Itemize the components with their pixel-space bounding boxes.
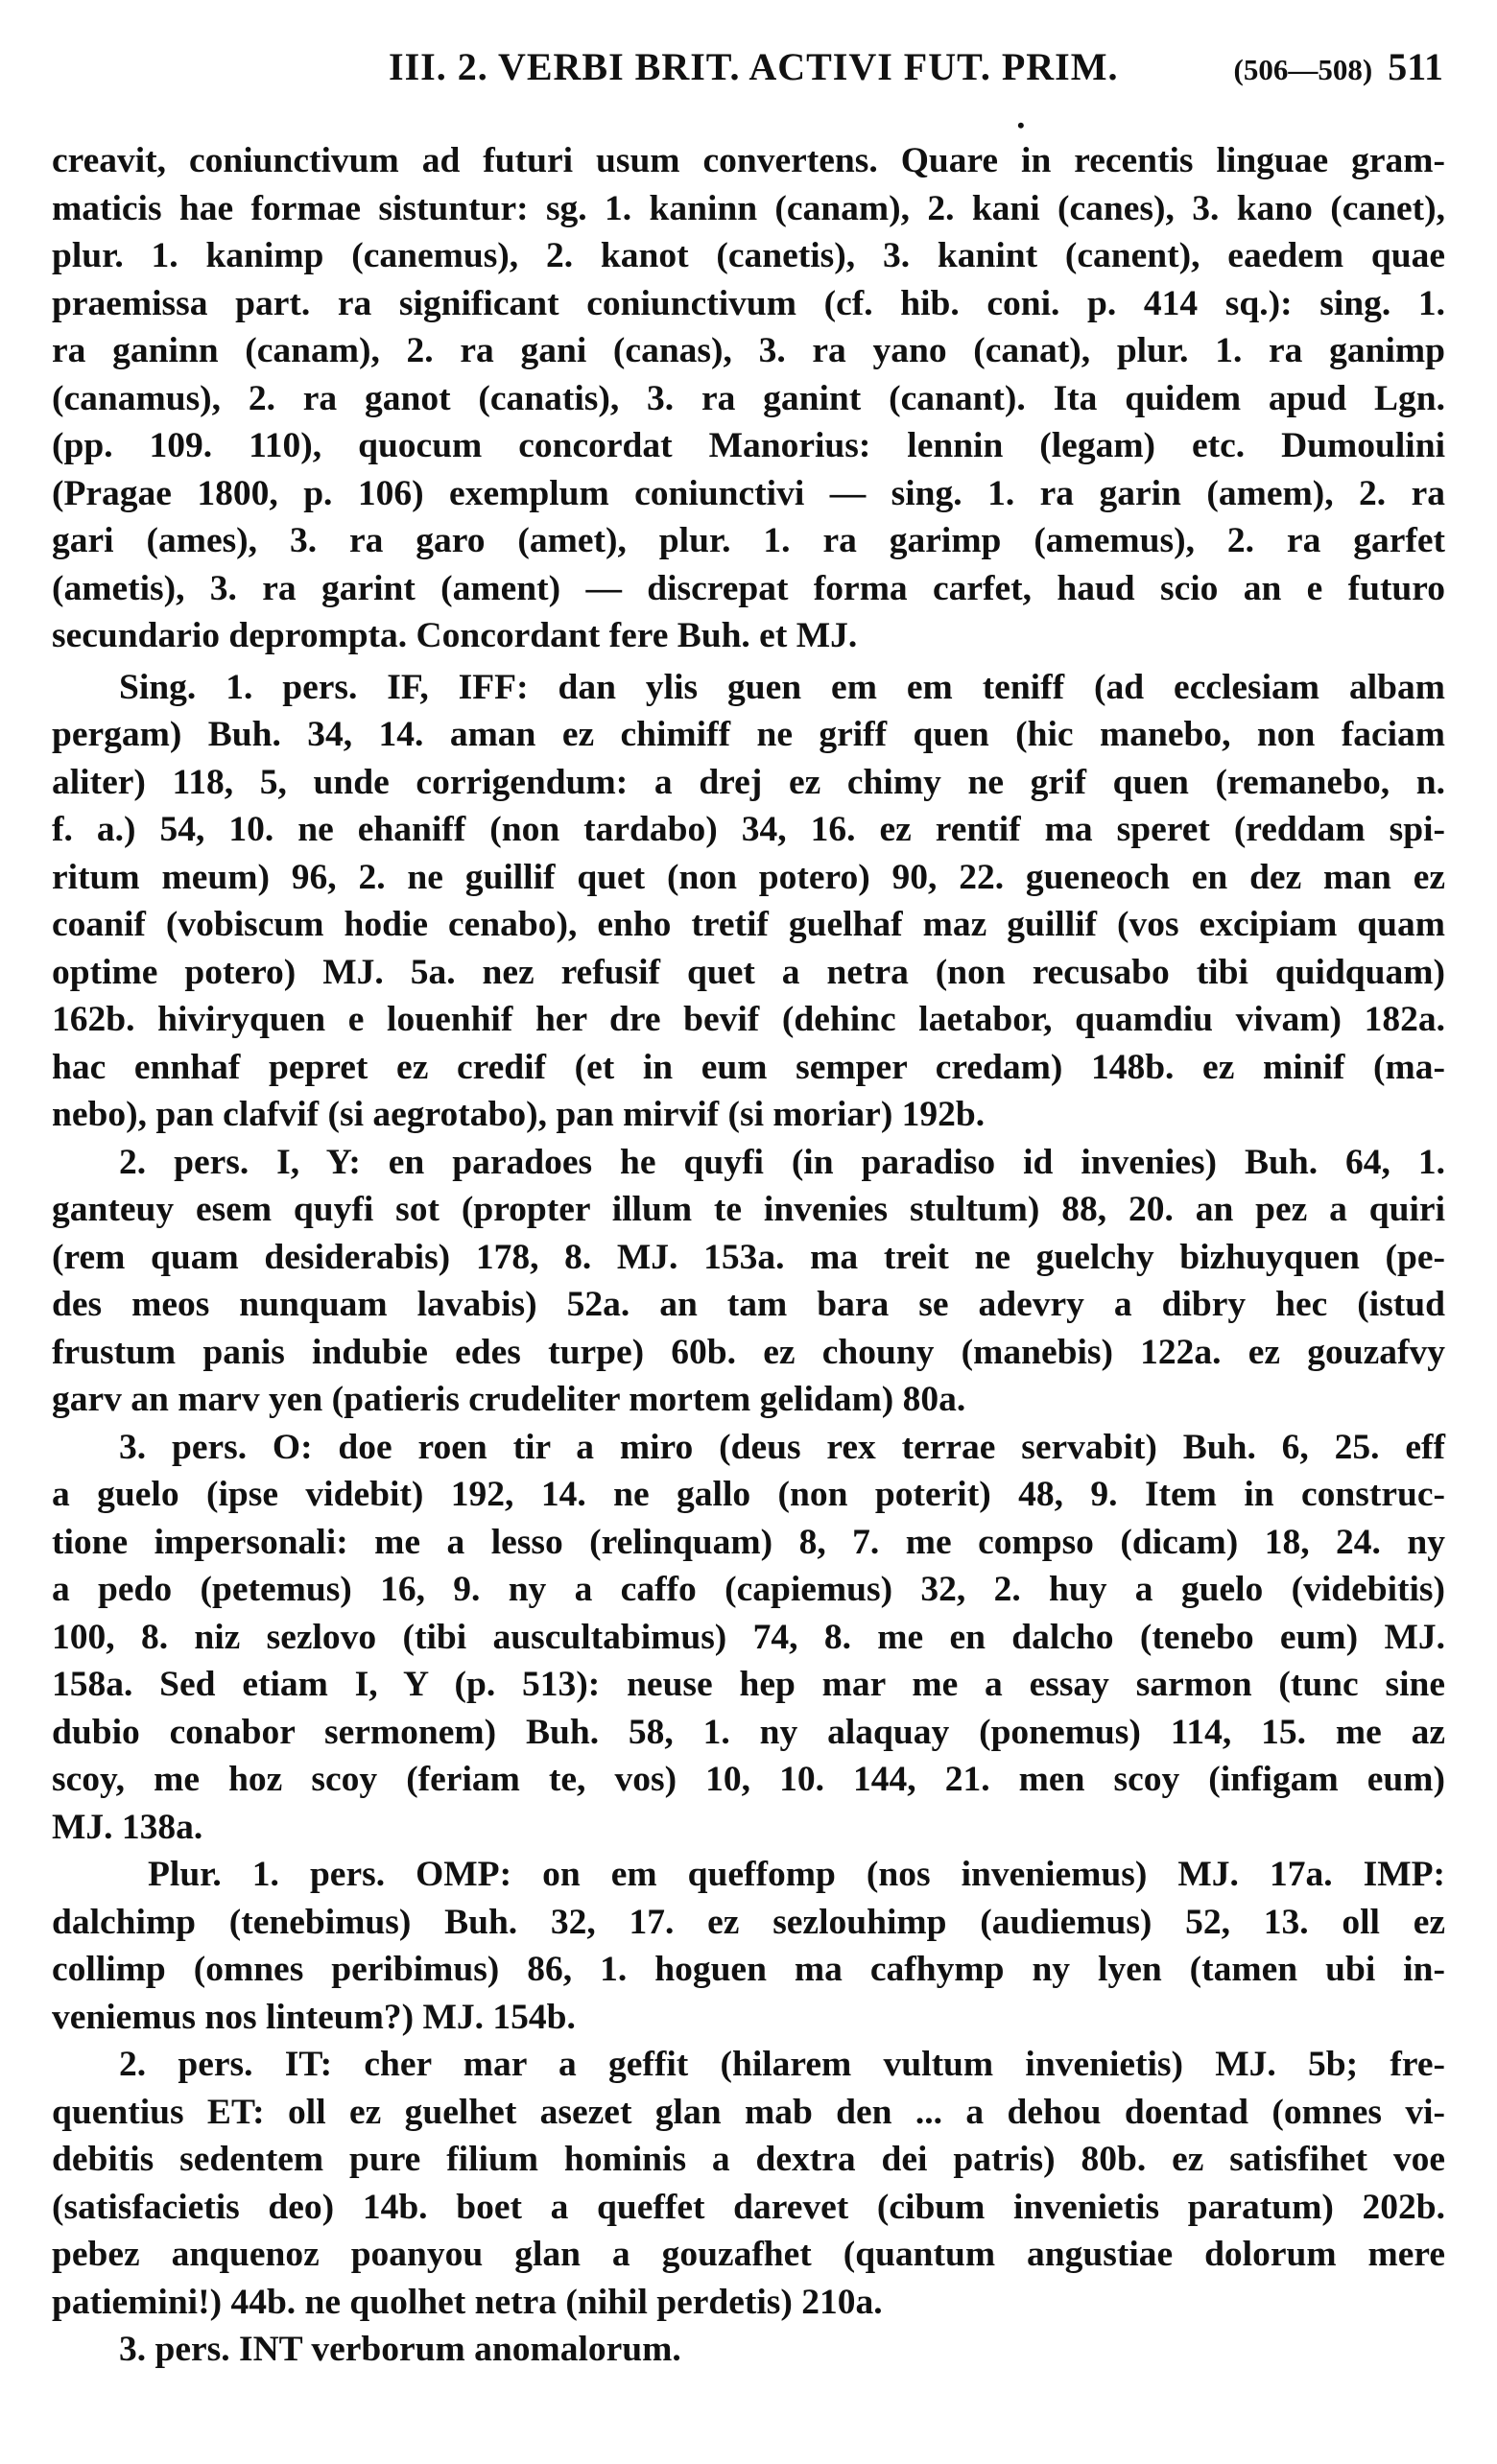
text-line: 2. pers. I, Y: en paradoes he quyfi (in paradiso id invenies) Buh. 64, 1.	[119, 1142, 1445, 1182]
text-line: (rem quam desiderabis) 178, 8. MJ. 153a. ma treit ne guelchy bizhuyquen (pe-	[52, 1237, 1445, 1277]
text-line: maticis hae formae sistuntur: sg. 1. kaninn (canam), 2. kani (canes), 3. kano (canet),	[52, 188, 1445, 228]
text-line: coanif (vobiscum hodie cenabo), enho tretif guelhaf maz guillif (vos excipiam quam	[52, 905, 1445, 944]
text-line: scoy, me hoz scoy (feriam te, vos) 10, 10. 144, 21. men scoy (infigam eum)	[52, 1760, 1445, 1799]
page-number: 511	[1388, 45, 1443, 88]
text-line: praemissa part. ra significant coniunctivum (cf. hib. coni. p. 414 sq.): sing. 1.	[52, 283, 1445, 323]
text-line: garv an marv yen (patieris crudeliter mortem gelidam) 80a.	[52, 1380, 966, 1419]
text-line: collimp (omnes peribimus) 86, 1. hoguen ma cafhymp ny lyen (tamen ubi in-	[52, 1950, 1445, 1989]
text-line: patiemini!) 44b. ne quolhet netra (nihil perdetis) 210a.	[52, 2282, 883, 2322]
text-line: (Pragae 1800, p. 106) exemplum coniunctivi — sing. 1. ra garin (amem), 2. ra	[52, 473, 1445, 513]
text-line: a pedo (petemus) 16, 9. ny a caffo (capiemus) 32, 2. huy a guelo (videbitis)	[52, 1570, 1445, 1609]
text-line: gari (ames), 3. ra garo (amet), plur. 1. ra garimp (amemus), 2. ra garfet	[52, 521, 1445, 560]
body-text	[52, 137, 1445, 2374]
text-line: 100, 8. niz sezlovo (tibi auscultabimus) 74, 8. me en dalcho (tenebo eum) MJ.	[52, 1617, 1445, 1657]
text-line: quentius ET: oll ez guelhet asezet glan mab den ... a dehou doentad (omnes vi-	[52, 2092, 1445, 2132]
text-line: creavit, coniunctivum ad futuri usum convertens. Quare in recentis linguae gram-	[52, 141, 1445, 180]
text-line: secundario deprompta. Concordant fere Buh. et MJ.	[52, 616, 858, 655]
text-line: Plur. 1. pers. OMP: on em queffomp (nos inveniemus) MJ. 17a. IMP:	[148, 1855, 1445, 1894]
text-line: ritum meum) 96, 2. ne guillif quet (non potero) 90, 22. gueneoch en dez man ez	[52, 857, 1445, 897]
text-line: plur. 1. kanimp (canemus), 2. kanot (canetis), 3. kanint (canent), eaedem quae	[52, 236, 1445, 275]
text-line: nebo), pan clafvif (si aegrotabo), pan mirvif (si moriar) 192b.	[52, 1095, 986, 1134]
text-line: MJ. 138a.	[52, 1807, 203, 1847]
text-line: 158a. Sed etiam I, Y (p. 513): neuse hep mar me a essay sarmon (tunc sine	[52, 1665, 1445, 1704]
text-line: (pp. 109. 110), quocum concordat Manorius: lennin (legam) etc. Dumoulini	[52, 426, 1445, 465]
text-line: Sing. 1. pers. IF, IFF: dan ylis guen em em teniff (ad ecclesiam albam	[119, 667, 1445, 707]
text-line: (canamus), 2. ra ganot (canatis), 3. ra ganint (canant). Ita quidem apud Lgn.	[52, 378, 1445, 418]
text-line: a guelo (ipse videbit) 192, 14. ne gallo (non poterit) 48, 9. Item in construc-	[52, 1475, 1445, 1514]
text-line: dalchimp (tenebimus) Buh. 32, 17. ez sezlouhimp (audiemus) 52, 13. oll ez	[52, 1902, 1445, 1942]
header-right	[1234, 44, 1443, 89]
text-line: des meos nunquam lavabis) 52a. an tam bara se adevry a dibry hec (istud	[52, 1285, 1445, 1324]
print-mark: •	[1017, 113, 1025, 137]
paragraph-range: (506—508)	[1233, 53, 1373, 86]
text-line: tione impersonali: me a lesso (relinquam) 8, 7. me compso (dicam) 18, 24. ny	[52, 1522, 1445, 1562]
text-line: ra ganinn (canam), 2. ra gani (canas), 3. ra yano (canat), plur. 1. ra ganimp	[52, 331, 1445, 370]
text-line: pergam) Buh. 34, 14. aman ez chimiff ne griff quen (hic manebo, non faciam	[52, 715, 1445, 754]
text-line: 2. pers. IT: cher mar a geffit (hilarem vultum invenietis) MJ. 5b; fre-	[119, 2045, 1445, 2084]
text-line: pebez anquenoz poanyou glan a gouzafhet (quantum angustiae dolorum mere	[52, 2235, 1445, 2274]
text-line: veniemus nos linteum?) MJ. 154b.	[52, 1997, 576, 2037]
text-line: optime potero) MJ. 5a. nez refusif quet a netra (non recusabo tibi quidquam)	[52, 952, 1445, 992]
text-line: frustum panis indubie edes turpe) 60b. ez chouny (manebis) 122a. ez gouzafvy	[52, 1332, 1445, 1372]
text-line: ganteuy esem quyfi sot (propter illum te invenies stultum) 88, 20. an pez a quiri	[52, 1190, 1445, 1229]
text-line: f. a.) 54, 10. ne ehaniff (non tardabo) 34, 16. ez rentif ma speret (reddam spi-	[52, 810, 1445, 849]
text-line: (satisfacietis deo) 14b. boet a queffet darevet (cibum invenietis paratum) 202b.	[52, 2187, 1445, 2227]
text-line: 3. pers. O: doe roen tir a miro (deus rex terrae servabit) Buh. 6, 25. eff	[119, 1427, 1445, 1467]
text-line: 3. pers. INT verborum anomalorum.	[119, 2330, 681, 2369]
text-line: dubio conabor sermonem) Buh. 58, 1. ny alaquay (ponemus) 114, 15. me az	[52, 1712, 1445, 1752]
section-title: III. 2. VERBI BRIT. ACTIVI FUT. PRIM.	[389, 45, 1119, 88]
running-header	[389, 44, 1443, 102]
text-line: aliter) 118, 5, unde corrigendum: a drej ez chimy ne grif quen (remanebo, n.	[52, 762, 1445, 802]
text-line: debitis sedentem pure filium hominis a dextra dei patris) 80b. ez satisfihet voe	[52, 2140, 1445, 2179]
text-line: hac ennhaf pepret ez credif (et in eum semper credam) 148b. ez minif (ma-	[52, 1047, 1445, 1087]
text-line: (ametis), 3. ra garint (ament) — discrepat forma carfet, haud scio an e futuro	[52, 568, 1445, 608]
text-line: 162b. hiviryquen e louenhif her dre bevif (dehinc laetabor, quamdiu vivam) 182a.	[52, 1000, 1445, 1039]
